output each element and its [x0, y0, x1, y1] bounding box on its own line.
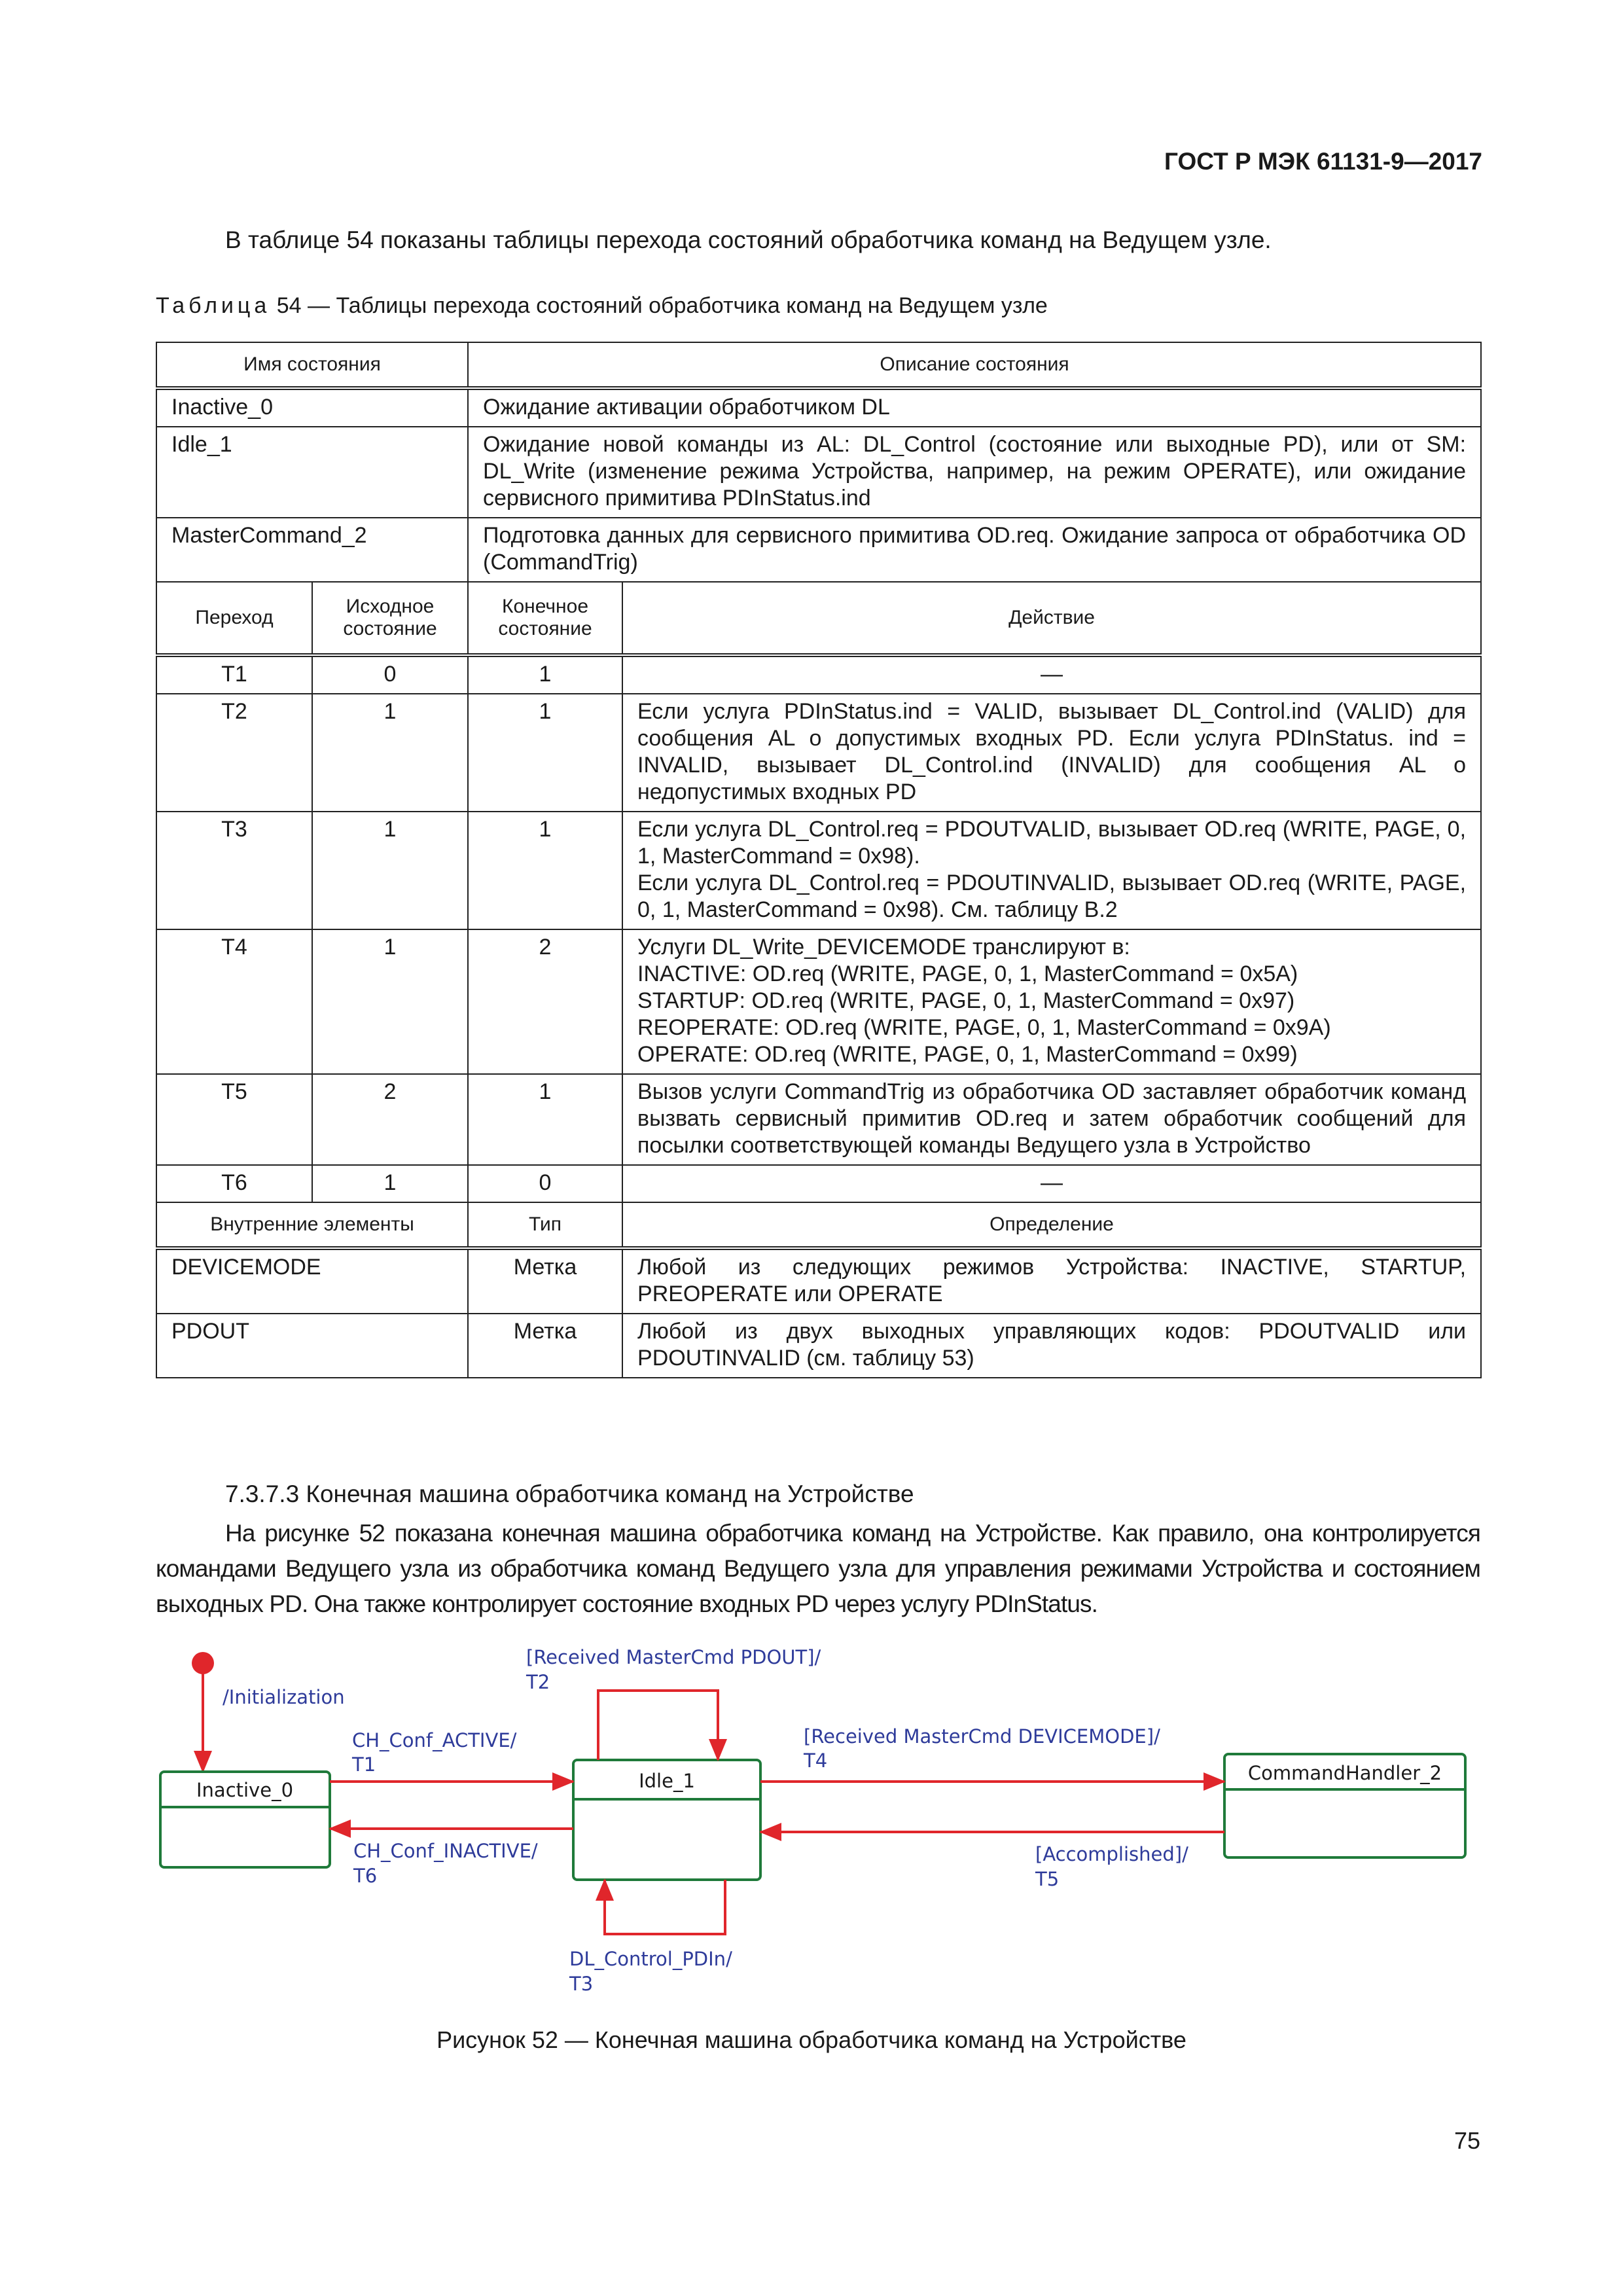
- state-handler-label: CommandHandler_2: [1247, 1762, 1442, 1784]
- internal-definition: Любой из двух выходных управляющих кодов: PDOUTVALID или PDOUTINVALID (см. таблицу 53): [622, 1314, 1481, 1378]
- transition-source: 1: [312, 1165, 468, 1202]
- state-inactive: [160, 1772, 330, 1867]
- transition-source: 2: [312, 1074, 468, 1165]
- t1-label-line2: T1: [352, 1753, 376, 1776]
- internal-definition: Любой из следующих режимов Устройства: INACTIVE, STARTUP, PREOPERATE или OPERATE: [622, 1248, 1481, 1314]
- header-target-state: Конечное состояние: [468, 582, 622, 655]
- transition-id: T6: [156, 1165, 312, 1202]
- transition-target: 1: [468, 694, 622, 812]
- arrow-t3: [605, 1880, 725, 1934]
- action-line: INACTIVE: OD.req (WRITE, PAGE, 0, 1, MasterCommand = 0x5A): [637, 961, 1298, 986]
- header-internal-type: Тип: [468, 1202, 622, 1248]
- internal-element: DEVICEMODE: [156, 1248, 468, 1314]
- header-source-state: Исходное состояние: [312, 582, 468, 655]
- state-command-handler: [1224, 1754, 1465, 1857]
- header-state-description: Описание состояния: [468, 342, 1481, 388]
- action-line: Если услуга DL_Control.req = PDOUTVALID, вызывает OD.req (WRITE, PAGE, 0, 1, MasterCommand = 0x98).: [637, 817, 1467, 869]
- t4-label-line1: [Received MasterCmd DEVICEMODE]/: [804, 1725, 1160, 1748]
- internal-type: Метка: [468, 1314, 622, 1378]
- t6-label-line1: CH_Conf_INACTIVE/: [353, 1840, 538, 1862]
- table-title-label: Таблица: [156, 293, 271, 318]
- state-inactive-label: Inactive_0: [196, 1779, 294, 1801]
- t1-label-line1: CH_Conf_ACTIVE/: [352, 1729, 517, 1751]
- state-description: Ожидание активации обработчиком DL: [468, 388, 1481, 427]
- transition-source: 0: [312, 655, 468, 694]
- state-name: Idle_1: [156, 427, 468, 518]
- transition-id: T1: [156, 655, 312, 694]
- transition-id: T3: [156, 812, 312, 929]
- t6-label-line2: T6: [353, 1865, 378, 1887]
- initial-state-dot: [192, 1652, 214, 1674]
- transition-source: 1: [312, 929, 468, 1074]
- transition-source: 1: [312, 694, 468, 812]
- internal-type: Метка: [468, 1248, 622, 1314]
- transition-target: 1: [468, 1074, 622, 1165]
- t2-label-line2: T2: [526, 1671, 550, 1693]
- table-title-text: 54 — Таблицы перехода состояний обработчика команд на Ведущем узле: [276, 293, 1048, 318]
- standard-code: ГОСТ Р МЭК 61131-9—2017: [1164, 148, 1482, 175]
- state-description: Подготовка данных для сервисного примитива OD.req. Ожидание запроса от обработчика OD (CommandTrig): [468, 518, 1481, 582]
- action-line: OPERATE: OD.req (WRITE, PAGE, 0, 1, MasterCommand = 0x99): [637, 1042, 1298, 1067]
- state-idle: [573, 1760, 760, 1880]
- action-line: REOPERATE: OD.req (WRITE, PAGE, 0, 1, MasterCommand = 0x9A): [637, 1015, 1331, 1040]
- state-description: Ожидание новой команды из AL: DL_Control (состояние или выходные PD), или от SM: DL_Write (изменение режима Устройства, например, на режим OPERATE), или ожидание сервисного примитива PDInStatus.ind: [468, 427, 1481, 518]
- transition-action: Вызов услуги CommandTrig из обработчика OD заставляет обработчик команд вызвать сервисный примитив OD.req и затем обработчик сообщений для посылки соответствующей команды Ведущего узла в Устройство: [622, 1074, 1481, 1165]
- transition-id: T4: [156, 929, 312, 1074]
- transition-target: 0: [468, 1165, 622, 1202]
- header-transition: Переход: [156, 582, 312, 655]
- transition-source: 1: [312, 812, 468, 929]
- header-internal-element: Внутренние элементы: [156, 1202, 468, 1248]
- header-action: Действие: [622, 582, 1481, 655]
- state-name: MasterCommand_2: [156, 518, 468, 582]
- t4-label-line2: T4: [804, 1749, 828, 1772]
- t5-label-line2: T5: [1035, 1868, 1060, 1890]
- action-line: STARTUP: OD.req (WRITE, PAGE, 0, 1, MasterCommand = 0x97): [637, 988, 1295, 1013]
- arrow-t2: [598, 1691, 718, 1760]
- transition-id: T5: [156, 1074, 312, 1165]
- transition-action: Если услуга PDInStatus.ind = VALID, вызывает DL_Control.ind (VALID) для сообщения AL о допустимых входных PD. Если услуга PDInStatus. ind = INVALID, вызывает DL_Control.ind (INVALID) для сообщения AL о недопустимых входных PD: [622, 694, 1481, 812]
- t3-label-line1: DL_Control_PDIn/: [569, 1948, 732, 1970]
- t5-label-line1: [Accomplished]/: [1035, 1843, 1188, 1865]
- action-line: Если услуга DL_Control.req = PDOUTINVALID, вызывает OD.req (WRITE, PAGE, 0, 1, MasterCommand = 0x98). См. таблицу В.2: [637, 870, 1467, 922]
- transition-id: T2: [156, 694, 312, 812]
- init-label: /Initialization: [223, 1686, 345, 1708]
- header-internal-definition: Определение: [622, 1202, 1481, 1248]
- action-line: Услуги DL_Write_DEVICEMODE транслируют в:: [637, 935, 1130, 960]
- state-idle-label: Idle_1: [639, 1770, 695, 1792]
- t2-label-line1: [Received MasterCmd PDOUT]/: [526, 1646, 821, 1668]
- section-paragraph: На рисунке 52 показана конечная машина обработчика команд на Устройстве. Как правило, она контролируется командами Ведущего узла из обработчика команд Ведущего узла для управления режимами Устройства и состоянием выходных PD. Она также контролирует состояние входных PD через услугу PDInStatus.: [156, 1520, 1480, 1617]
- intro-text: В таблице 54 показаны таблицы перехода состояний обработчика команд на Ведущем узле.: [225, 226, 1272, 253]
- page-number: 75: [1454, 2127, 1480, 2154]
- transition-target: 2: [468, 929, 622, 1074]
- internal-element: PDOUT: [156, 1314, 468, 1378]
- header-state-name: Имя состояния: [156, 342, 468, 388]
- figure-caption: Рисунок 52 — Конечная машина обработчика команд на Устройстве: [437, 2026, 1186, 2053]
- state-name: Inactive_0: [156, 388, 468, 427]
- transition-action: —: [622, 655, 1481, 694]
- section-heading: 7.3.7.3 Конечная машина обработчика команд на Устройстве: [225, 1480, 914, 1507]
- transition-action: —: [622, 1165, 1481, 1202]
- transition-target: 1: [468, 655, 622, 694]
- t3-label-line2: T3: [569, 1973, 594, 1995]
- transition-target: 1: [468, 812, 622, 929]
